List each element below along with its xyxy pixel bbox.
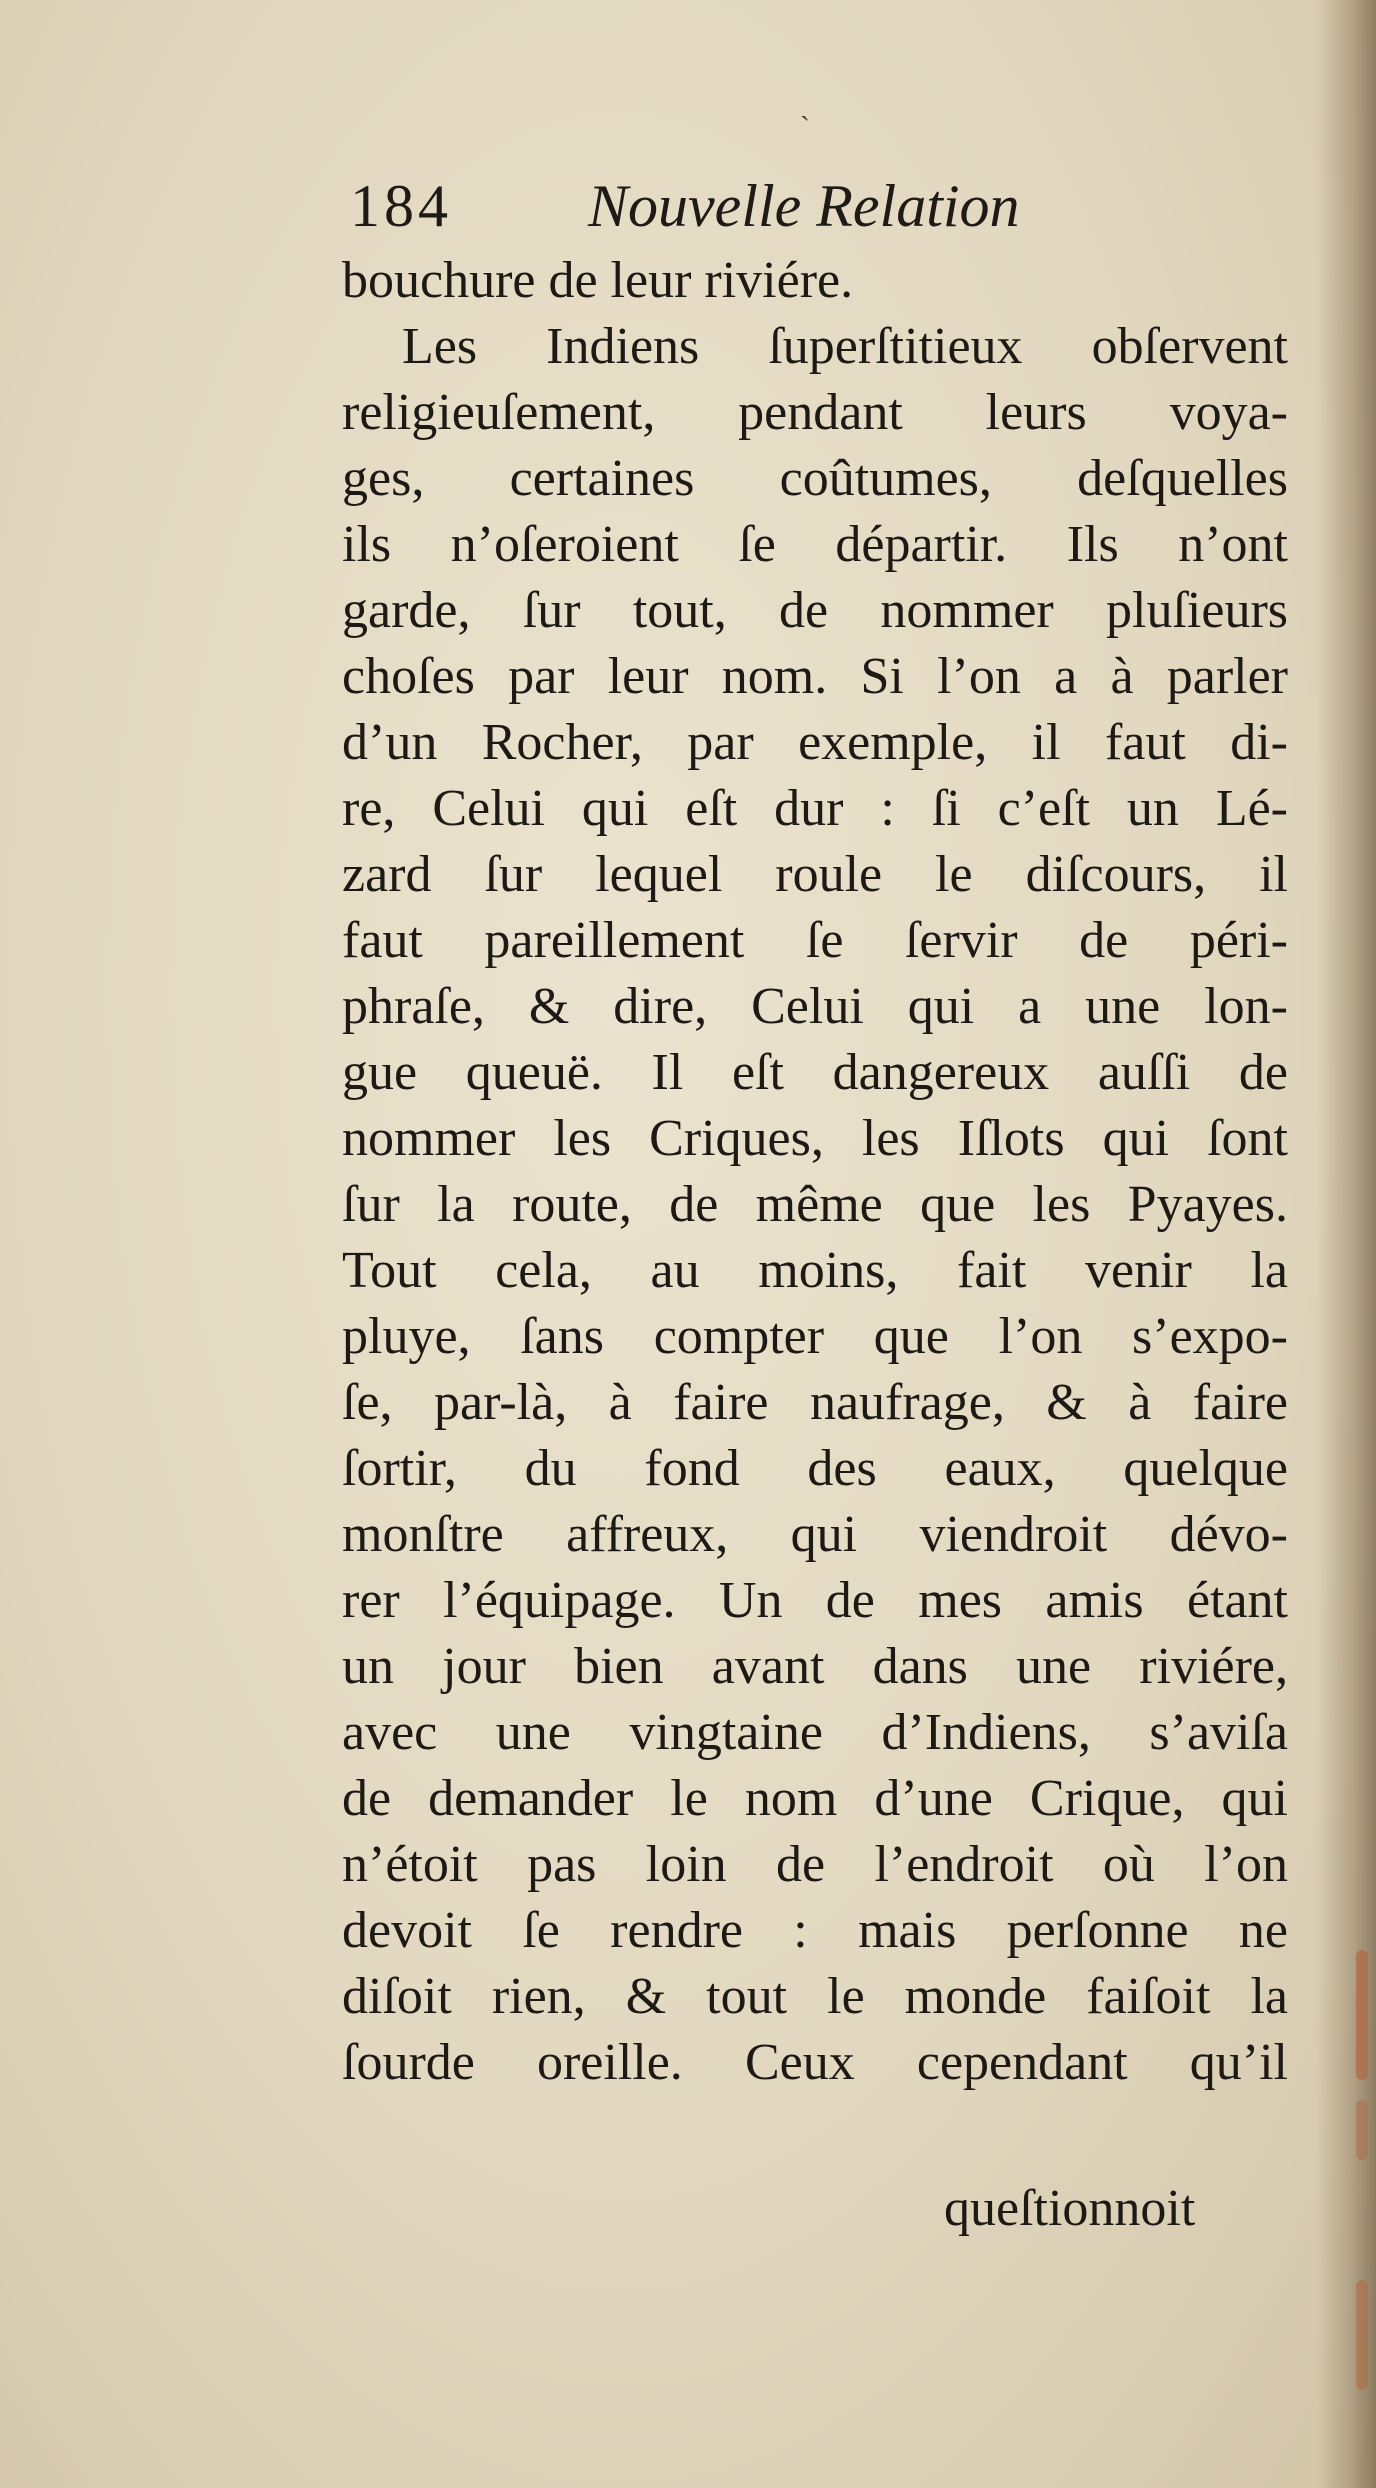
catchword: queſtionnoit xyxy=(944,2180,1196,2237)
text-line: un jour bien avant dans une riviére, xyxy=(342,1638,1288,1695)
text-line: de demander le nom d’une Crique, qui xyxy=(342,1770,1288,1827)
text-line: Les Indiens ſuperſtitieux obſervent xyxy=(402,318,1288,375)
edge-stain xyxy=(1356,1950,1368,2080)
text-line: gue queuë. Il eſt dangereux auſſi de xyxy=(342,1044,1288,1101)
text-line: ges, certaines coûtumes, deſquelles xyxy=(342,450,1288,507)
text-line: nommer les Criques, les Iſlots qui ſont xyxy=(342,1110,1288,1167)
text-line: ils n’oſeroient ſe départir. Ils n’ont xyxy=(342,516,1288,573)
text-line: avec une vingtaine d’Indiens, s’aviſa xyxy=(342,1704,1288,1761)
text-line: re, Celui qui eſt dur : ſi c’eſt un Lé- xyxy=(342,780,1288,837)
text-line: ſortir, du fond des eaux, quelque xyxy=(342,1440,1288,1497)
text-line: pluye, ſans compter que l’on s’expo- xyxy=(342,1308,1288,1365)
text-line: ſur la route, de même que les Pyayes. xyxy=(342,1176,1288,1233)
edge-stain xyxy=(1356,2280,1368,2390)
text-line: religieuſement, pendant leurs voya- xyxy=(342,384,1288,441)
text-line: rer l’équipage. Un de mes amis étant xyxy=(342,1572,1288,1629)
text-line: diſoit rien, & tout le monde faiſoit la xyxy=(342,1968,1288,2025)
text-line: bouchure de leur riviére. xyxy=(342,252,854,309)
running-title: Nouvelle Relation xyxy=(588,173,1020,239)
text-line: devoit ſe rendre : mais perſonne ne xyxy=(342,1902,1288,1959)
text-line: ſourde oreille. Ceux cependant qu’il xyxy=(342,2034,1288,2091)
text-line: phraſe, & dire, Celui qui a une lon- xyxy=(342,978,1288,1035)
text-line: n’étoit pas loin de l’endroit où l’on xyxy=(342,1836,1288,1893)
text-line: zard ſur lequel roule le diſcours, il xyxy=(342,846,1288,903)
page-number: 184 xyxy=(350,173,452,239)
text-line: choſes par leur nom. Si l’on a à parler xyxy=(342,648,1288,705)
text-line: faut pareillement ſe ſervir de péri- xyxy=(342,912,1288,969)
body-text xyxy=(342,248,1288,2096)
text-line: monſtre affreux, qui viendroit dévo- xyxy=(342,1506,1288,1563)
page-header xyxy=(350,172,1080,252)
edge-stain xyxy=(1356,2100,1368,2160)
text-line: garde, ſur tout, de nommer pluſieurs xyxy=(342,582,1288,639)
ink-mark: ˎ xyxy=(800,88,810,121)
text-line: ſe, par-là, à faire naufrage, & à faire xyxy=(342,1374,1288,1431)
text-line: d’un Rocher, par exemple, il faut di- xyxy=(342,714,1288,771)
text-line: Tout cela, au moins, fait venir la xyxy=(342,1242,1288,1299)
